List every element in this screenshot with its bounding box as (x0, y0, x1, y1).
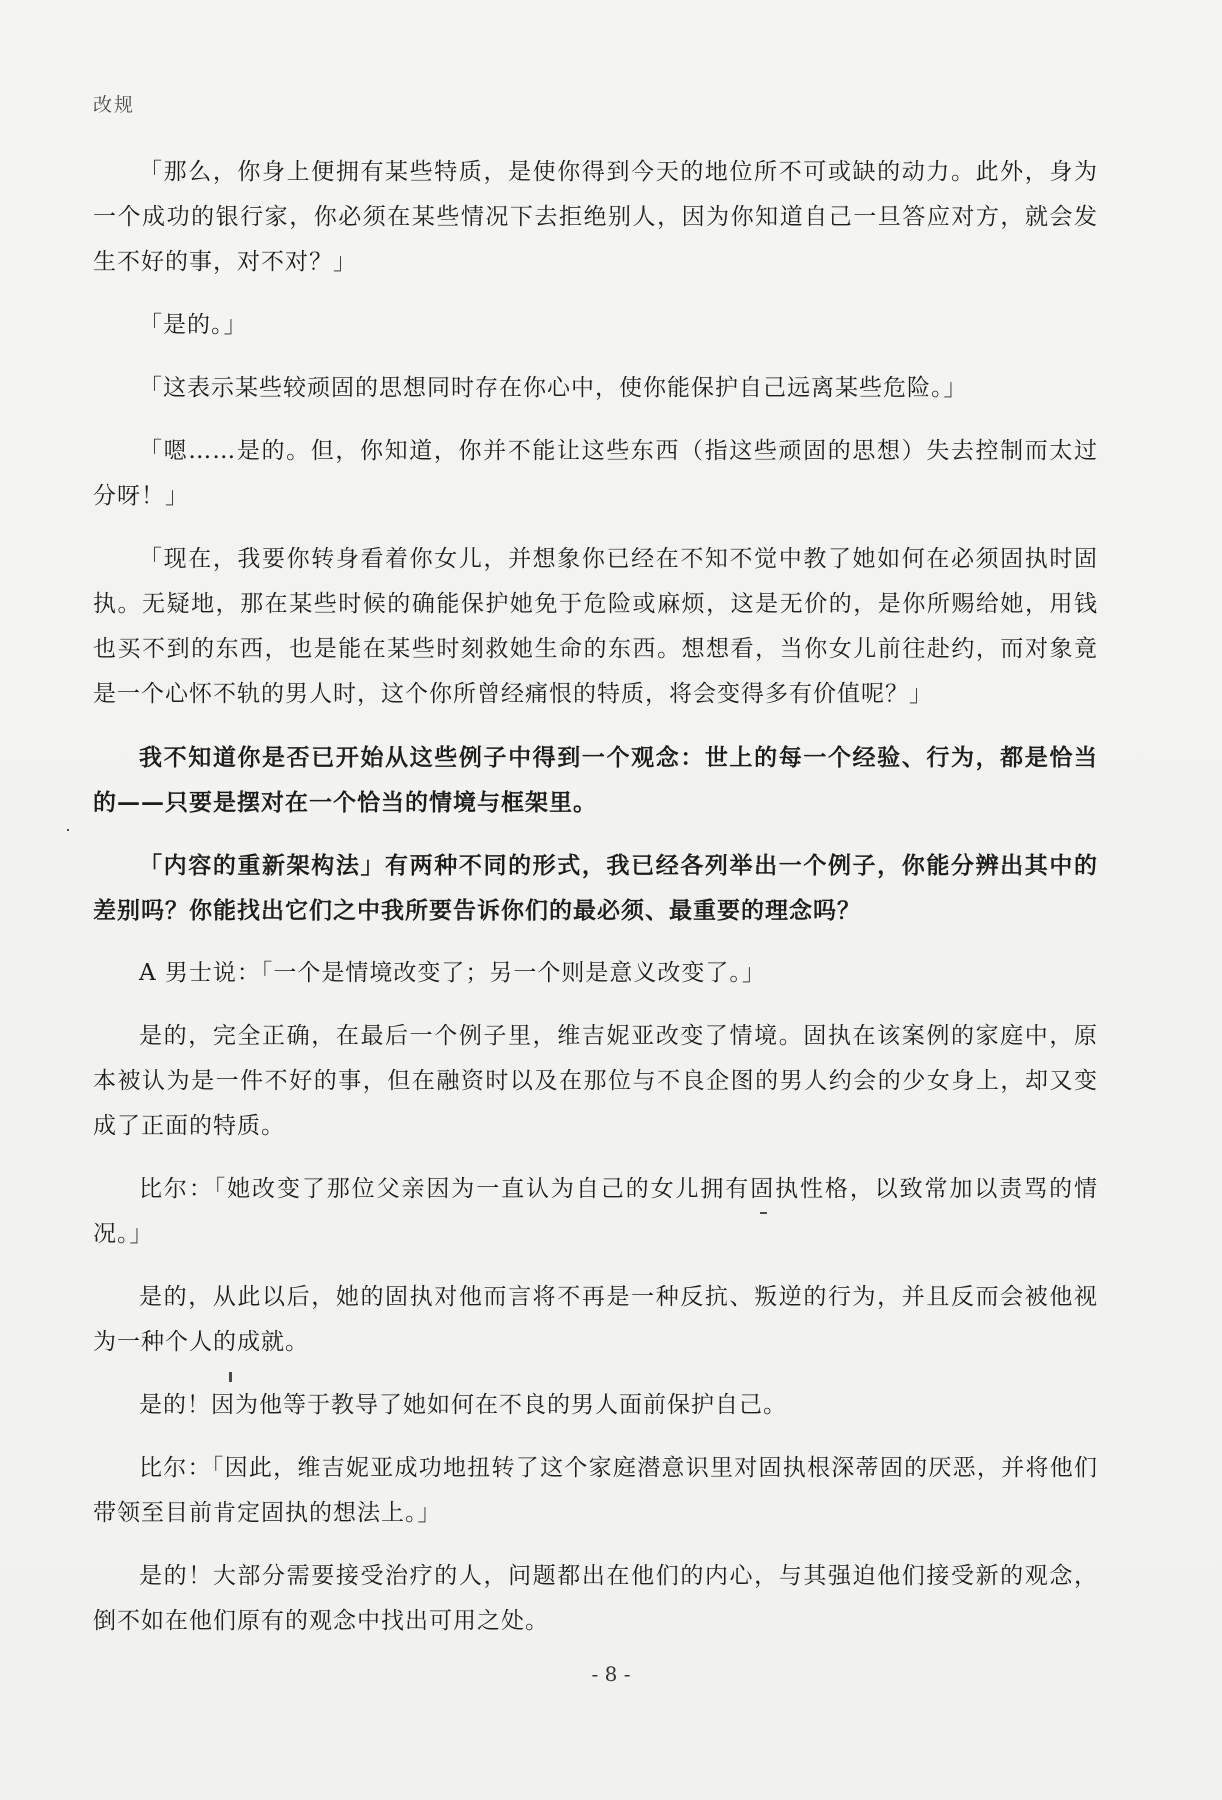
scan-speck (760, 1212, 767, 1214)
paragraph-8: A 男士说：「一个是情境改变了；另一个则是意义改变了。」 (139, 960, 766, 986)
paragraph-7: 「内容的重新架构法」有两种不同的形式，我已经各列举出一个例子，你能分辨出其中的差别吗？你能找出它们之中我所要告诉你们的最必须、最重要的理念吗？ (93, 852, 1098, 924)
paragraph-9: 是的，完全正确，在最后一个例子里，维吉妮亚改变了情境。固执在该案例的家庭中，原本被认为是一件不好的事，但在融资时以及在那位与不良企图的男人约会的少女身上，却又变成了正面的特质。 (93, 1023, 1098, 1139)
paragraph-12: 是的！因为他等于教导了她如何在不良的男人面前保护自己。 (139, 1392, 787, 1418)
paragraph-6: 我不知道你是否已开始从这些例子中得到一个观念：世上的每一个经验、行为，都是恰当的——只要是摆对在一个恰当的情境与框架里。 (93, 744, 1098, 816)
paragraph-11: 是的，从此以后，她的固执对他而言将不再是一种反抗、叛逆的行为，并且反而会被他视为一种个人的成就。 (93, 1284, 1098, 1355)
paragraph-3: 「这表示某些较顽固的思想同时存在你心中，使你能保护自己远离某些危险。」 (139, 375, 968, 401)
scan-speck (67, 829, 69, 831)
paragraph-13: 比尔：「因此，维吉妮亚成功地扭转了这个家庭潜意识里对固执根深蒂固的厌恶，并将他们带领至目前肯定固执的想法上。」 (93, 1455, 1098, 1526)
paragraph-4: 「嗯……是的。但，你知道，你并不能让这些东西（指这些顽固的思想）失去控制而太过分呀！」 (93, 438, 1098, 509)
body-text (93, 150, 1098, 1662)
paragraph-2: 「是的。」 (139, 312, 248, 338)
paragraph-1: 「那么，你身上便拥有某些特质，是使你得到今天的地位所不可或缺的动力。此外，身为一个成功的银行家，你必须在某些情况下去拒绝别人，因为你知道自己一旦答应对方，就会发生不好的事，对不对？」 (93, 159, 1098, 275)
paragraph-10: 比尔：「她改变了那位父亲因为一直认为自己的女儿拥有固执性格，以致常加以责骂的情况。」 (93, 1176, 1098, 1247)
running-header: 改规 (93, 94, 136, 116)
paragraph-5: 「现在，我要你转身看着你女儿，并想象你已经在不知不觉中教了她如何在必须固执时固执。无疑地，那在某些时候的确能保护她免于危险或麻烦，这是无价的，是你所赐给她，用钱也买不到的东西，也是能在某些时刻救她生命的东西。想想看，当你女儿前往赴约，而对象竟是一个心怀不轨的男人时，这个你所曾经痛恨的特质，将会变得多有价值呢？」 (93, 546, 1098, 707)
page-number: - 8 - (591, 1662, 631, 1686)
scan-speck (229, 1372, 232, 1382)
paragraph-14: 是的！大部分需要接受治疗的人，问题都出在他们的内心，与其强迫他们接受新的观念，倒不如在他们原有的观念中找出可用之处。 (93, 1563, 1098, 1634)
